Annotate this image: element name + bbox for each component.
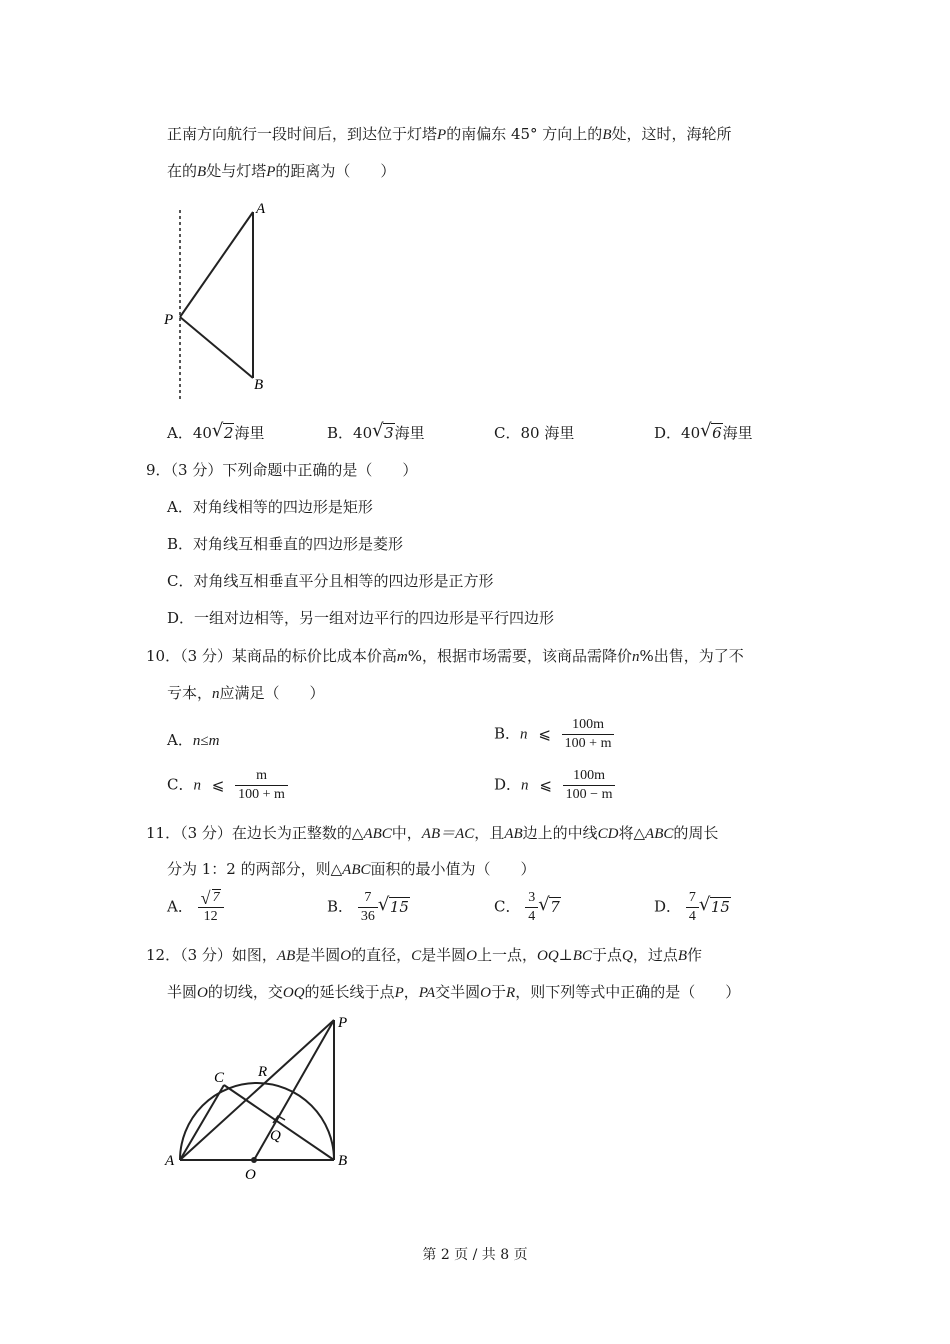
q8-option-d[interactable] [654,422,753,444]
text: 分为 1：2 的两部分，则△ [167,860,343,878]
le-sign: ⩽ [538,724,551,743]
q10-stem-line2 [167,682,325,705]
q10-stem-line1 [146,645,744,668]
q9-stem: 9．（3 分）下列命题中正确的是（ ） [146,461,418,479]
q8-stem-line1 [167,123,732,146]
text: 的切线，交 [207,983,283,1001]
segment-CB [224,1085,334,1160]
sqrt: √ 3 [372,420,394,442]
text: 交半圆 [435,983,481,1001]
text: %，根据市场需要，该商品需降价 [407,647,633,665]
var-n: n [520,726,528,743]
fraction [525,889,538,926]
text: 半圆 [167,983,198,1001]
fraction [562,716,615,753]
option-text: D．40 [654,424,701,442]
sqrt: √ 15 [377,893,409,916]
option-letter: B． [494,724,521,743]
text: 的南偏东 45° 方向上的 [446,125,603,143]
text: 处与灯塔 [206,162,267,180]
denominator: 4 [528,909,536,924]
option-letter: C． [167,775,194,794]
text: 是半圆 [421,946,467,964]
text: 作 [687,946,703,964]
text: 上一点， [476,946,537,964]
q8-stem-line2 [167,160,395,183]
segment-OP [254,1020,334,1160]
var: OQ [537,948,559,964]
fraction [358,889,378,926]
q11-stem-line2 [167,858,536,881]
option-letter: D． [654,897,682,916]
radicand: 15 [389,897,409,916]
q8-option-c[interactable] [494,422,574,444]
unit: 海里 [394,424,425,442]
text: 11．（3 分）在边长为正整数的△ [146,824,364,842]
var: Q [621,948,633,964]
denominator: 100 − m [565,787,613,802]
le-sign: ⩽ [211,775,225,794]
numerator: m [235,767,288,786]
segment-PA [180,212,253,317]
segment-AP [180,1020,334,1160]
var: AB＝AC [421,826,475,842]
q12-stem-line2 [167,981,740,1004]
option-text: A．40 [167,424,212,442]
option-letter: C． [494,897,521,916]
text: %出售，为了不 [639,647,744,665]
radicand: 2 [223,424,234,442]
numerator: 3 [525,889,538,908]
label-B: B [338,1153,348,1169]
q9-option-d[interactable]: D．一组对边相等，另一组对边平行的四边形是平行四边形 [167,609,555,627]
q9-option-a[interactable]: A．对角线相等的四边形是矩形 [167,498,373,516]
sqrt: √ 7 [200,888,220,908]
var-n: n [632,649,640,665]
text: 于点 [591,946,622,964]
q10-option-c[interactable] [167,767,288,804]
option-letter: B． [327,897,354,916]
q11-option-d[interactable] [654,889,731,926]
point-O [251,1157,257,1163]
fraction [198,889,224,926]
text: 于 [491,983,507,1001]
text: ⊥ [558,946,573,964]
var-P: P [266,164,276,180]
text: 12．（3 分）如图， [146,946,277,964]
text: ，则下列等式中正确的是（ ） [515,983,741,1001]
denominator: 100 + m [564,736,612,751]
var-P: P [437,127,447,143]
page-footer: 第 2 页 / 共 8 页 [422,1247,528,1263]
q9-option-c[interactable]: C．对角线互相垂直平分且相等的四边形是正方形 [167,572,494,590]
text: ，且 [474,824,505,842]
lighthouse-figure [160,196,280,408]
le-sign: ⩽ [539,775,552,794]
q9-option-b[interactable]: B．对角线互相垂直的四边形是菱形 [167,535,404,553]
var: R [506,985,516,1001]
sqrt: √ 15 [698,893,730,916]
label-C: C [214,1070,225,1086]
segment-AC [180,1085,224,1160]
option-text: B．40 [327,424,373,442]
numerator [198,889,224,908]
text: 的距离为（ ） [275,162,396,180]
label-P: P [338,1015,348,1031]
text: 是半圆 [295,946,341,964]
text: 的直径， [351,946,412,964]
var: B [677,948,687,964]
var: P [394,985,404,1001]
unit: 海里 [722,424,753,442]
fraction [686,889,699,926]
var: BC [572,948,592,964]
radicand: 7 [212,890,220,905]
fraction [563,767,616,804]
label-Q: Q [270,1128,281,1144]
var: ABC [342,862,371,878]
text: ，过点 [632,946,678,964]
q10-option-b[interactable] [494,716,614,753]
q8-option-a[interactable] [167,422,264,444]
text: ， [403,983,419,1001]
denominator: 100 + m [238,787,285,802]
text: 正南方向航行一段时间后，到达位于灯塔 [167,125,438,143]
text: 10．（3 分）某商品的标价比成本价高 [146,647,397,665]
var: C [411,948,422,964]
radicand: 15 [710,897,730,916]
expr: n≤m [192,733,220,749]
numerator: 7 [358,889,378,908]
q11-option-c[interactable] [494,889,561,926]
denominator: 12 [203,909,218,924]
text: 边上的中线 [522,824,598,842]
q8-option-b[interactable] [327,422,425,444]
q11-stem-line1 [146,822,718,845]
segment-PB [180,317,253,378]
q11-option-b[interactable] [327,889,410,926]
var: AB [276,948,296,964]
option-letter: D． [494,775,522,794]
option-text: C．80 海里 [494,424,575,442]
text: 在的 [167,162,198,180]
var-n: n [521,777,529,794]
q10-option-a[interactable] [167,729,219,752]
sqrt: √ 2 [211,420,234,442]
numerator: 100m [562,716,615,735]
var-n: n [212,686,220,702]
numerator: 7 [686,889,699,908]
var: CD [597,826,619,842]
text: 面积的最小值为（ ） [370,860,536,878]
label-B: B [254,377,264,393]
sqrt: √ 7 [538,893,560,916]
var-n: n [193,777,201,794]
text: 处，这时，海轮所 [611,125,732,143]
denominator: 36 [360,909,375,924]
radicand: 3 [384,424,394,442]
label-A: A [165,1153,175,1169]
option-letter: A． [167,897,193,916]
denominator: 4 [688,909,696,924]
var: ABC [363,826,392,842]
unit: 海里 [234,424,265,442]
option-letter: A． [167,731,193,749]
q10-option-d[interactable] [494,767,615,804]
text: 亏本， [167,684,213,702]
var: PA [418,985,436,1001]
label-A: A [256,201,266,217]
var: ABC [645,826,674,842]
radicand: 6 [712,424,722,442]
label-R: R [258,1064,268,1080]
var-B: B [602,127,612,143]
var: O [197,985,208,1001]
var: OQ [282,985,305,1001]
fraction [235,767,288,804]
sqrt: √ 6 [700,420,722,442]
var-B: B [197,164,207,180]
label-P: P [164,312,174,328]
numerator: 100m [563,767,616,786]
var: O [480,985,492,1001]
var: O [466,948,477,964]
text: 应满足（ ） [219,684,325,702]
label-O: O [245,1167,256,1183]
q12-stem-line1 [146,944,702,967]
var-m: m [396,649,408,665]
var: O [340,948,352,964]
text: 的周长 [673,824,719,842]
radicand: 7 [550,897,560,916]
text: 中， [391,824,422,842]
q11-option-a[interactable] [167,889,224,926]
text: 的延长线于点 [304,983,395,1001]
semicircle-figure [160,1012,360,1184]
text: 将△ [618,824,646,842]
var: AB [504,826,523,842]
